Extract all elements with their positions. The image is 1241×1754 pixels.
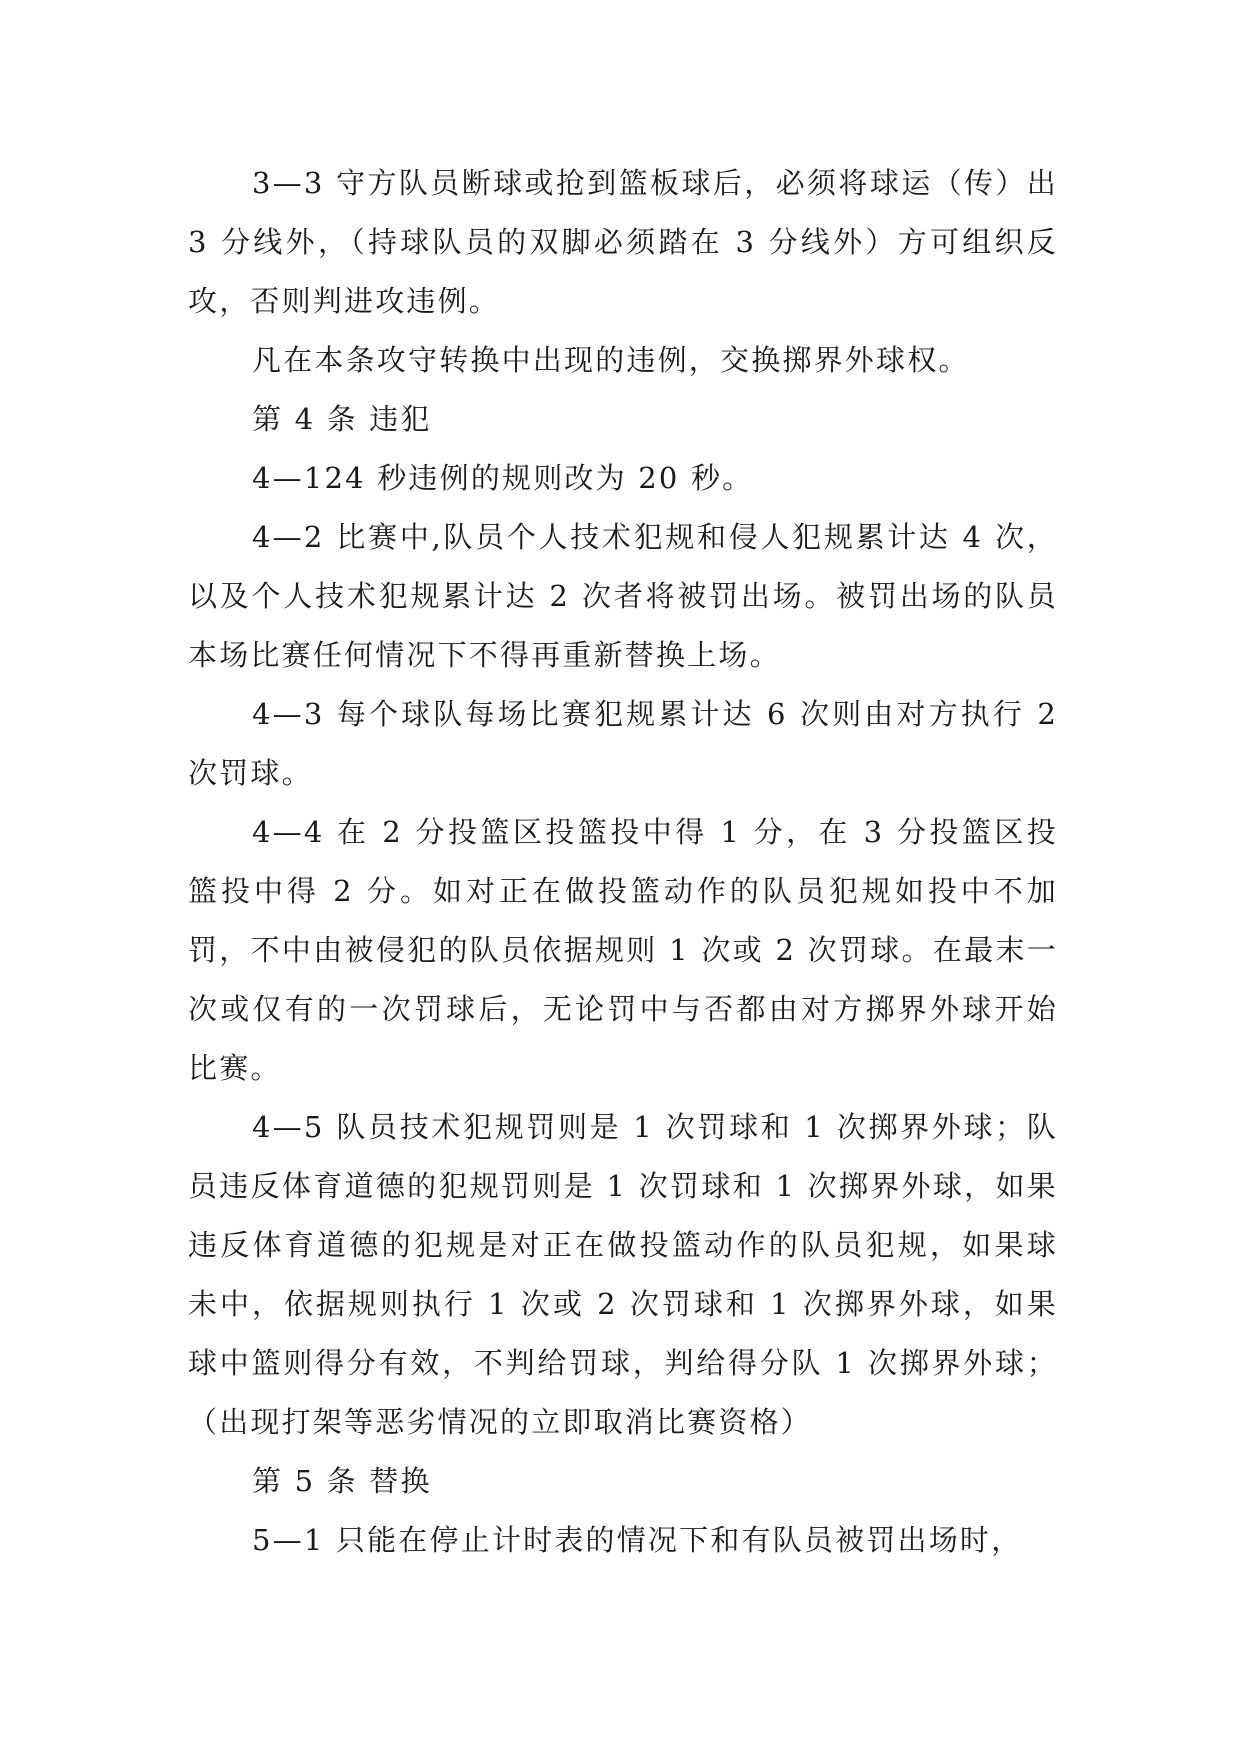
paragraph-4-1: 4—124 秒违例的规则改为 20 秒。 (252, 461, 754, 495)
paragraph-violation-note: 凡在本条攻守转换中出现的违例，交换掷界外球权。 (252, 343, 970, 377)
paragraph-3-3: 3—3 守方队员断球或抢到篮板球后，必须将球运（传）出 3 分线外，（持球队员的双脚必须踏在 3 分线外）方可组织反攻，否则判进攻违例。 (188, 166, 1058, 318)
paragraph-4-4: 4—4 在 2 分投篮区投篮投中得 1 分，在 3 分投篮区投篮投中得 2 分。如对正在做投篮动作的队员犯规如投中不加罚，不中由被侵犯的队员依据规则 1 次或 2 次罚球。在最末一次或仅有的一次罚球后，无论罚中与否都由对方掷界外球开始比赛。 (188, 815, 1058, 1085)
section-heading-article-4: 第 4 条 违犯 (252, 402, 432, 436)
paragraph-5-1: 5—1 只能在停止计时表的情况下和有队员被罚出场时， (252, 1523, 1023, 1557)
section-heading-article-5: 第 5 条 替换 (252, 1464, 432, 1498)
document-body (188, 154, 1058, 1570)
paragraph-4-2: 4—2 比赛中,队员个人技术犯规和侵人犯规累计达 4 次，以及个人技术犯规累计达 2 次者将被罚出场。被罚出场的队员本场比赛任何情况下不得再重新替换上场。 (188, 520, 1058, 672)
paragraph-4-3: 4—3 每个球队每场比赛犯规累计达 6 次则由对方执行 2 次罚球。 (188, 697, 1058, 790)
paragraph-4-5: 4—5 队员技术犯规罚则是 1 次罚球和 1 次掷界外球；队员违反体育道德的犯规罚则是 1 次罚球和 1 次掷界外球，如果违反体育道德的犯规是对正在做投篮动作的队员犯规，如果球未中，依据规则执行 1 次或 2 次罚球和 1 次掷界外球，如果球中篮则得分有效，不判给罚球，判给得分队 1 次掷界外球；（出现打架等恶劣情况的立即取消比赛资格） (188, 1110, 1058, 1439)
